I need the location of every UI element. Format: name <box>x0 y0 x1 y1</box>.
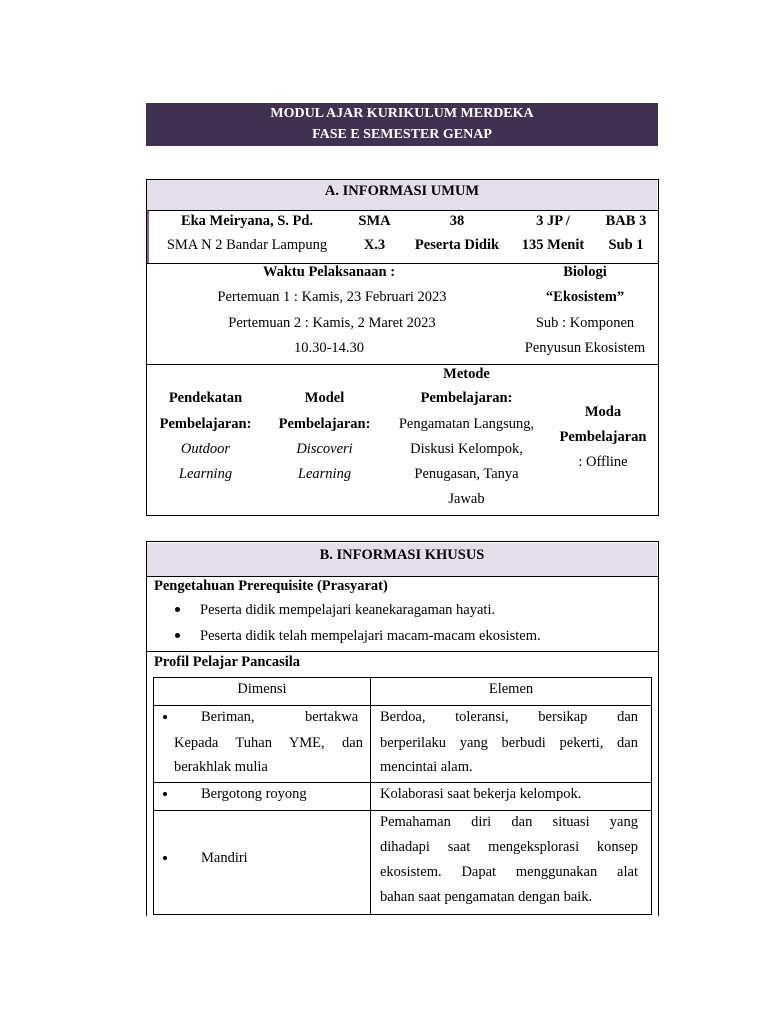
dimension-text: Beriman, <box>201 709 255 725</box>
column-header-dimensi: Dimensi <box>237 681 287 697</box>
schedule-label: Waktu Pelaksanaan : <box>262 264 396 280</box>
approach-label-2: Pembelajaran: <box>159 416 252 432</box>
meeting-time: 10.30-14.30 <box>293 340 365 356</box>
approach-label-1: Pendekatan <box>168 390 243 406</box>
mode-value: : Offline <box>578 454 628 470</box>
element-text: Pemahaman diri dan situasi yang <box>380 814 638 830</box>
dimension-text: Bergotong royong <box>201 786 307 802</box>
meeting-1: Pertemuan 1 : Kamis, 23 Februari 2023 <box>217 289 447 305</box>
duration-minutes: 135 Menit <box>521 237 585 253</box>
prerequisite-item: Peserta didik telah mempelajari macam-macam ekosistem. <box>200 628 541 644</box>
dimension-text: bertakwa <box>305 709 359 725</box>
meeting-2: Pertemuan 2 : Kamis, 2 Maret 2023 <box>228 315 436 331</box>
section-b-title: B. INFORMASI KHUSUS <box>319 547 485 563</box>
prerequisite-heading: Pengetahuan Prerequisite (Prasyarat) <box>154 578 388 594</box>
model-value-1: Discoveri <box>296 441 353 457</box>
approach-value-2: Learning <box>178 466 233 482</box>
method-value-1: Pengamatan Langsung, <box>398 416 535 432</box>
method-value-4: Jawab <box>448 491 485 507</box>
bullet-icon <box>163 856 167 860</box>
model-label-2: Pembelajaran: <box>278 416 371 432</box>
element-text: dihadapi saat mengeksplorasi konsep <box>380 839 638 855</box>
student-label: Peserta Didik <box>414 237 500 253</box>
method-label-1: Metode <box>443 366 490 382</box>
model-value-2: Learning <box>297 466 352 482</box>
profile-heading: Profil Pelajar Pancasila <box>154 654 301 670</box>
prerequisite-item: Peserta didik mempelajari keanekaragaman hayati. <box>200 602 496 618</box>
student-count: 38 <box>449 213 465 229</box>
dimension-text: berakhlak mulia <box>174 759 268 775</box>
element-text: Berdoa, toleransi, bersikap dan <box>380 709 638 725</box>
element-text: bahan saat pengamatan dengan baik. <box>380 889 593 905</box>
bullet-icon <box>163 715 167 719</box>
jp-count: 3 JP / <box>536 213 570 229</box>
element-text: mencintai alam. <box>380 759 473 775</box>
subtopic-line1: Sub : Komponen <box>535 315 635 331</box>
banner-title-line2: FASE E SEMESTER GENAP <box>312 127 492 142</box>
bullet-icon <box>175 633 180 638</box>
dimension-text: Mandiri <box>201 850 248 866</box>
bullet-icon <box>175 607 180 612</box>
module-banner <box>146 103 658 146</box>
section-a-title: A. INFORMASI UMUM <box>324 183 480 199</box>
banner-title-line1: MODUL AJAR KURIKULUM MERDEKA <box>270 106 534 121</box>
mode-label-2: Pembelajaran <box>559 429 647 445</box>
school-level: SMA <box>358 213 391 229</box>
method-value-2: Diskusi Kelompok, <box>410 441 523 457</box>
subject-name: Biologi <box>563 264 607 280</box>
model-label-1: Model <box>304 390 345 406</box>
subtopic-line2: Penyusun Ekosistem <box>524 340 646 356</box>
approach-value-1: Outdoor <box>180 441 231 457</box>
mode-label-1: Moda <box>584 404 622 420</box>
sub-chapter: Sub 1 <box>608 237 644 253</box>
element-text: berperilaku yang berbudi pekerti, dan <box>380 735 638 751</box>
class-name: X.3 <box>363 237 386 253</box>
bullet-icon <box>163 792 167 796</box>
element-text: Kolaborasi saat bekerja kelompok. <box>380 786 582 802</box>
chapter-number: BAB 3 <box>605 213 647 229</box>
school-name: SMA N 2 Bandar Lampung <box>166 237 328 253</box>
element-text: ekosistem. Dapat menggunakan alat <box>380 864 638 880</box>
topic-name: “Ekosistem” <box>545 289 625 305</box>
dimension-text: Kepada Tuhan YME, dan <box>174 735 363 751</box>
method-value-3: Penugasan, Tanya <box>414 466 519 482</box>
method-label-2: Pembelajaran: <box>420 390 513 406</box>
teacher-name: Eka Meiryana, S. Pd. <box>180 213 314 229</box>
column-header-elemen: Elemen <box>488 681 534 697</box>
